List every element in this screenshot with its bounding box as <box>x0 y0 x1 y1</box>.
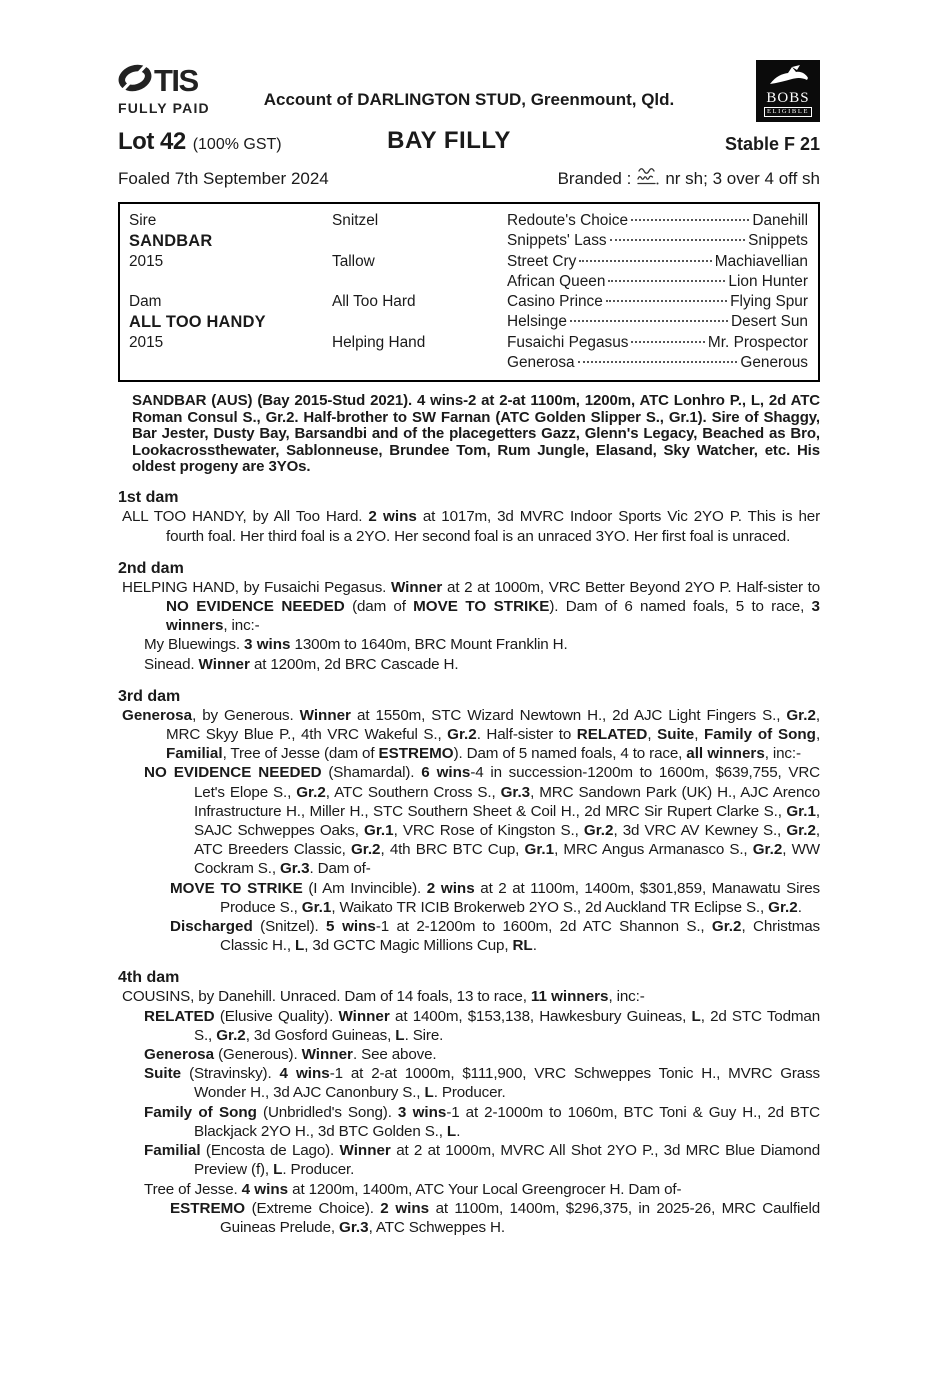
dotted-leader <box>610 239 745 241</box>
ancestor-name: Redoute's Choice <box>507 212 629 229</box>
ancestor-name: Helsinge <box>507 313 567 331</box>
brand-mark-icon <box>635 165 661 192</box>
pedigree-cell-grandsire: Snitzel <box>332 212 379 229</box>
pedigree-pair <box>507 231 808 251</box>
pedigree-cell-dam-name: ALL TOO HANDY <box>129 313 266 332</box>
pedigree-pair <box>507 252 808 272</box>
ancestor-name: Generous <box>740 354 808 372</box>
dotted-leader <box>631 219 749 221</box>
ancestor-name: Generosa <box>507 354 575 372</box>
pedigree-pair <box>507 312 808 332</box>
pedigree-table <box>118 202 820 382</box>
horse-entry-tree-of-jesse: Tree of Jesse. 4 wins at 1200m, 1400m, ATC Your Local Greengrocer H. Dam of- <box>144 1180 682 1198</box>
pedigree-cell-dam-year: 2015 <box>129 333 164 351</box>
ancestor-name: Machiavellian <box>714 252 808 270</box>
pedigree-cell-dam-label: Dam <box>129 293 162 311</box>
pedigree-cell-empty <box>332 231 507 251</box>
pedigree-cell-empty <box>129 353 332 373</box>
horse-entry-discharged: Discharged (Snitzel). 5 wins-1 at 2-1200m to 1600m, 2d ATC Shannon S., Gr.2, Christmas Classic H., L, 3d GCTC Magic Millions Cup, RL. <box>170 918 821 955</box>
otis-wordmark: TIS <box>154 62 198 98</box>
sire-summary-paragraph: SANDBAR (AUS) (Bay 2015-Stud 2021). 4 wins-2 at 2-at 1100m, 1200m, ATC Lonhro P., L, 2d ATC Roman Consul S., Gr.2. Half-brother to SW Farnan (ATC Golden Slipper S., Gr.1). Sire of Shaggy, Bar Jester, Dusty Bay, Barsandbi and of the placegetters Gazz, Glenn's Legacy, Beached as Bro, Lookacrossthewater, Sablonneuse, Brundee Tom, Rum Jungle, Elasand, Sky Watcher, etc. His oldest progeny are 3YOs. <box>132 392 820 475</box>
otis-fully-paid-label: FULLY PAID <box>118 100 210 116</box>
dotted-leader <box>570 320 728 322</box>
ancestor-name: Desert Sun <box>731 313 808 331</box>
pedigree-cell-sire-label: Sire <box>129 212 157 229</box>
ancestor-name: Snippets <box>748 232 808 250</box>
section-heading: 4th dam <box>118 969 180 987</box>
section-heading: 3rd dam <box>118 687 181 705</box>
foal-row <box>118 165 820 192</box>
horse-entry-generosa: Generosa (Generous). Winner. See above. <box>144 1046 437 1064</box>
page-content <box>118 60 820 1237</box>
pedigree-pair <box>507 272 808 292</box>
ancestor-name: Snippets' Lass <box>507 232 607 250</box>
pedigree-pair <box>507 292 808 312</box>
dam-paragraph-cousins: COUSINS, by Danehill. Unraced. Dam of 14 foals, 13 to race, 11 winners, inc:- <box>122 988 645 1006</box>
stable-number: Stable F 21 <box>724 134 820 154</box>
ancestor-name: Flying Spur <box>730 293 808 311</box>
horse-entry-familial: Familial (Encosta de Lago). Winner at 2 at 1000m, MVRC All Shot 2YO P., 3d MRC Blue Diamond Preview (f), L. Producer. <box>144 1142 820 1179</box>
ancestor-name: Danehill <box>752 212 808 229</box>
horse-entry-sinead: Sinead. Winner at 1200m, 2d BRC Cascade H. <box>144 655 459 673</box>
pedigree-cell-empty <box>332 353 507 373</box>
page-header <box>118 60 820 124</box>
dam-paragraph-helping-hand: HELPING HAND, by Fusaichi Pegasus. Winner at 2 at 1000m, VRC Better Beyond 2YO P. Half-sister to NO EVIDENCE NEEDED (dam of MOVE TO STRIKE). Dam of 6 named foals, 5 to race, 3 winners, inc:- <box>122 578 820 635</box>
horse-entry-move-to-strike: MOVE TO STRIKE (I Am Invincible). 2 wins at 2 at 1100m, 1400m, $301,859, Manawatu Sires Produce S., Gr.1, Waikato TR ICIB Brokerweb 2YO S., 2d Auckland TR Eclipse S., Gr.2. <box>170 879 820 916</box>
bobs-name: BOBS <box>766 90 810 106</box>
pedigree-pair <box>507 211 808 231</box>
gst-note: (100% GST) <box>192 136 282 153</box>
bobs-eligible-badge <box>756 60 820 122</box>
dotted-leader <box>578 361 738 363</box>
horse-entry-family-of-song: Family of Song (Unbridled's Song). 3 wins-1 at 2-1000m to 1060m, BTC Toni & Guy H., 2d BTC Blackjack 2YO H., 3d BTC Golden S., L. <box>144 1103 820 1140</box>
ancestor-name: Casino Prince <box>507 293 603 311</box>
section-1st-dam <box>118 488 820 545</box>
dotted-leader <box>579 260 711 262</box>
bobs-horse-icon <box>766 60 810 91</box>
pedigree-cell-damsire: All Too Hard <box>332 293 416 311</box>
horse-entry-no-evidence-needed: NO EVIDENCE NEEDED (Shamardal). 6 wins-4 in succession-1200m to 1600m, $639,755, VRC Let's Elope S., Gr.2, ATC Southern Cross S., Gr.3, MRC Sandown Park (UK) H., AJC Arenco Infrastructure H., Miller H., STC Southern Sheet & Coil H., 2d MRC Sir Rupert Clarke S., Gr.1, SAJC Schweppes Oaks, Gr.1, VRC Rose of Kingston S., Gr.2, 3d VRC AV Kewney S., Gr.2, ATC Breeders Classic, Gr.2, 4th BRC BTC Cup, Gr.1, MRC Angus Armanasco S., Gr.2, WW Cockram S., Gr.3. Dam of- <box>144 764 820 878</box>
horse-entry-estremo: ESTREMO (Extreme Choice). 2 wins at 1100m, 1400m, $296,375, in 2025-26, MRC Caulfield Guineas Prelude, Gr.3, ATC Schweppes H. <box>170 1199 820 1236</box>
pedigree-cell-sire-name: SANDBAR <box>129 232 213 251</box>
bobs-eligible-label: ELIGIBLE <box>764 107 812 117</box>
ancestor-name: African Queen <box>507 272 606 290</box>
pedigree-cell-empty <box>332 272 507 292</box>
pedigree-pair <box>507 353 808 373</box>
dotted-leader <box>608 280 725 282</box>
branded-detail: nr sh; 3 over 4 off sh <box>665 168 820 188</box>
ancestor-name: Street Cry <box>507 252 577 270</box>
branded-line <box>558 165 820 192</box>
pedigree-cell-dams-dam: Helping Hand <box>332 333 426 351</box>
lot-number: Lot 42 <box>118 128 186 155</box>
ancestor-name: Fusaichi Pegasus <box>507 333 629 351</box>
ancestor-name: Lion Hunter <box>728 272 808 290</box>
horse-description: BAY FILLY <box>387 127 511 154</box>
foaled-date: Foaled 7th September 2024 <box>118 168 329 188</box>
section-3rd-dam <box>118 687 820 956</box>
section-heading: 1st dam <box>118 489 179 507</box>
section-heading: 2nd dam <box>118 559 184 577</box>
pedigree-cell-sire-year: 2015 <box>129 252 164 270</box>
branded-label: Branded : <box>557 168 632 188</box>
ancestor-name: Mr. Prospector <box>707 333 808 351</box>
section-4th-dam <box>118 968 820 1237</box>
dam-paragraph-all-too-handy: ALL TOO HANDY, by All Too Hard. 2 wins at 1017m, 3d MVRC Indoor Sports Vic 2YO P. This is her fourth foal. Her third foal is a 2YO. Her second foal is an unraced 3YO. Her first foal is unraced. <box>122 508 820 545</box>
dotted-leader <box>631 341 704 343</box>
account-line: Account of DARLINGTON STUD, Greenmount, Qld. <box>263 90 675 109</box>
pedigree-cell-granddam: Tallow <box>332 252 375 270</box>
pedigree-cell-empty <box>332 312 507 332</box>
horse-entry-suite: Suite (Stravinsky). 4 wins-1 at 2-at 1000m, $111,900, VRC Schweppes Tonic H., MVRC Grass Wonder H., 3d AJC Canonbury S., L. Producer. <box>144 1065 820 1102</box>
pedigree-cell-empty <box>129 272 332 292</box>
lot-row <box>118 126 820 156</box>
horse-entry-my-bluewings: My Bluewings. 3 wins 1300m to 1640m, BRC Mount Franklin H. <box>144 636 568 654</box>
section-2nd-dam <box>118 559 820 674</box>
dam-paragraph-generosa: Generosa, by Generous. Winner at 1550m, STC Wizard Newtown H., 2d AJC Light Fingers S., Gr.2, MRC Skyy Blue P., 4th VRC Wakeful S., Gr.2. Half-sister to RELATED, Suite, Family of Song, Familial, Tree of Jesse (dam of ESTREMO). Dam of 5 named foals, 4 to race, all winners, inc:- <box>122 706 821 763</box>
pedigree-pair <box>507 333 808 353</box>
horse-entry-related: RELATED (Elusive Quality). Winner at 1400m, $153,138, Hawkesbury Guineas, L, 2d STC Todman S., Gr.2, 3d Gosford Guineas, L. Sire. <box>144 1007 820 1044</box>
dotted-leader <box>606 300 727 302</box>
